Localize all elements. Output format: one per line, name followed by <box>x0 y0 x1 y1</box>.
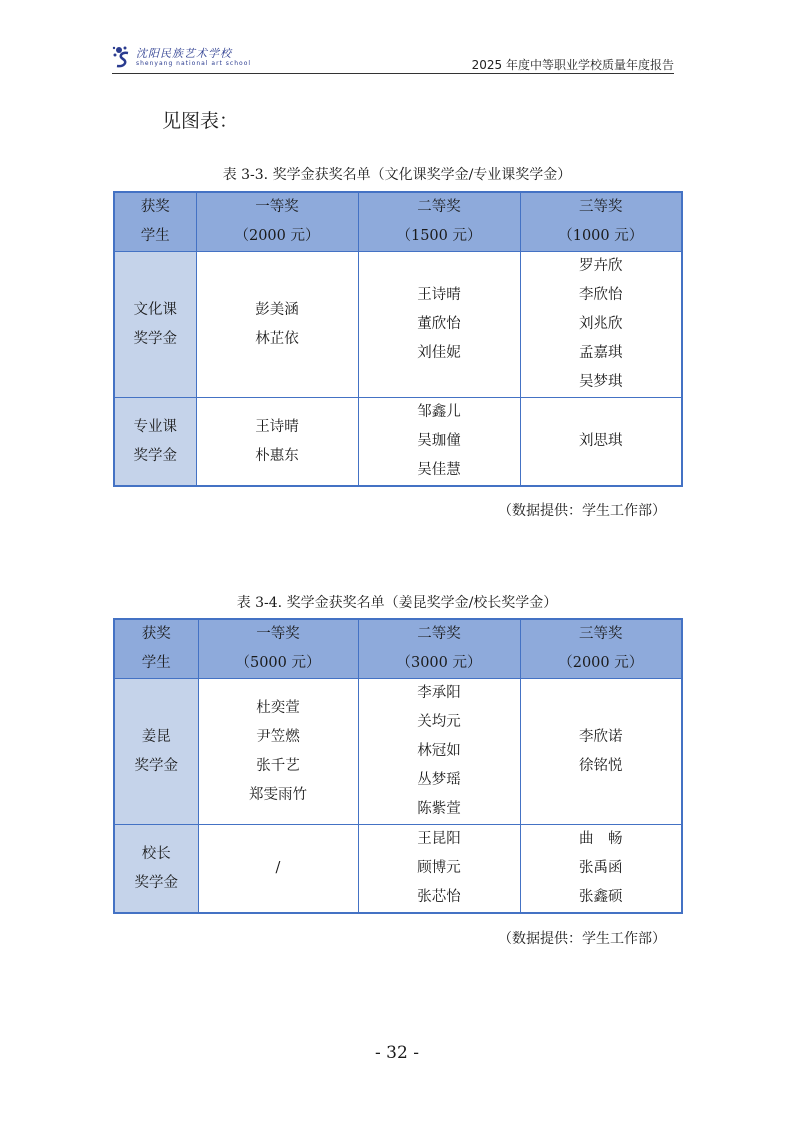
column-header <box>520 619 682 679</box>
prize-name: 二等奖 <box>417 199 461 215</box>
table2-caption: 表 3-4. 奖学金获奖名单（姜昆奖学金/校长奖学金） <box>236 595 558 611</box>
logo-text: 沈阳民族艺术学校 <box>136 47 232 60</box>
student-name: 顾博元 <box>417 860 461 876</box>
student-name: 林冠如 <box>417 743 461 759</box>
table-row <box>114 398 682 487</box>
column-header <box>198 619 358 679</box>
student-name: 朴惠东 <box>255 447 299 464</box>
prize-name: 三等奖 <box>579 199 623 215</box>
winners-cell <box>358 679 520 825</box>
corner-cell <box>114 192 196 252</box>
column-header <box>520 192 682 252</box>
winners-cell <box>358 825 520 914</box>
table-row <box>114 679 682 825</box>
student-name: 刘佳妮 <box>417 345 461 361</box>
row-label-line: 文化课 <box>133 301 177 318</box>
row-label-line: 奖学金 <box>133 330 177 347</box>
student-name: 邹鑫儿 <box>417 404 461 420</box>
student-name: 罗卉欣 <box>579 258 623 274</box>
table-header-row <box>114 619 682 679</box>
student-name: 王诗晴 <box>417 287 461 303</box>
student-name: 刘思琪 <box>579 433 623 449</box>
student-name: 郑雯雨竹 <box>249 786 307 803</box>
student-name: 彭美涵 <box>255 301 299 318</box>
student-name: 张禹函 <box>579 860 623 876</box>
prize-name: 二等奖 <box>417 626 461 642</box>
school-logo <box>112 42 252 72</box>
student-name: 刘兆欣 <box>579 316 623 332</box>
student-name: 张鑫硕 <box>579 889 623 905</box>
prize-name: 三等奖 <box>579 626 623 642</box>
intro-text: 见图表： <box>162 110 239 132</box>
student-name: 吴佳慧 <box>417 462 461 478</box>
student-name: 林芷依 <box>255 330 299 347</box>
student-name: / <box>275 860 281 876</box>
winners-cell <box>198 679 358 825</box>
student-name: 董欣怡 <box>417 316 461 332</box>
table1-source: （数据提供：学生工作部） <box>498 503 666 519</box>
corner-line: 学生 <box>141 655 171 671</box>
winners-cell <box>358 252 520 398</box>
student-name: 关均元 <box>417 714 461 730</box>
prize-amount: （2000 元） <box>558 655 644 671</box>
student-name: 尹笠燃 <box>256 728 300 745</box>
column-header <box>358 619 520 679</box>
winners-cell <box>520 825 682 914</box>
prize-name: 一等奖 <box>256 626 300 642</box>
winners-cell <box>358 398 520 487</box>
student-name: 王昆阳 <box>417 831 461 847</box>
winners-cell <box>520 252 682 398</box>
student-name: 王诗晴 <box>255 418 299 435</box>
winners-cell <box>198 825 358 914</box>
student-name: 曲 畅 <box>579 831 623 847</box>
student-name: 李承阳 <box>417 685 461 701</box>
corner-cell <box>114 619 198 679</box>
prize-name: 一等奖 <box>255 199 299 215</box>
column-header <box>358 192 520 252</box>
header-divider <box>112 73 674 74</box>
row-label-line: 姜昆 <box>141 728 171 745</box>
prize-amount: （2000 元） <box>234 228 320 244</box>
logo-subtext: shenyang national art school <box>136 60 252 67</box>
student-name: 徐铭悦 <box>579 757 623 774</box>
corner-line: 获奖 <box>140 199 170 215</box>
table2 <box>113 618 683 914</box>
table-header-row <box>114 192 682 252</box>
prize-amount: （3000 元） <box>396 655 482 671</box>
row-label-line: 校长 <box>141 845 171 862</box>
table1-caption: 表 3-3. 奖学金获奖名单（文化课奖学金/专业课奖学金） <box>222 167 572 183</box>
table-row <box>114 825 682 914</box>
row-header <box>114 398 196 487</box>
corner-line: 获奖 <box>141 626 171 642</box>
student-name: 陈紫萱 <box>417 801 461 817</box>
table2-source: （数据提供：学生工作部） <box>498 931 666 947</box>
student-name: 吴珈僮 <box>417 433 461 449</box>
report-title: 2025 年度中等职业学校质量年度报告 <box>471 58 674 72</box>
row-label-line: 专业课 <box>133 418 177 435</box>
student-name: 李欣诺 <box>579 728 623 745</box>
row-label-line: 奖学金 <box>134 874 178 891</box>
prize-amount: （1000 元） <box>558 228 644 244</box>
winners-cell <box>196 252 358 398</box>
table-row <box>114 252 682 398</box>
row-header <box>114 825 198 914</box>
row-label-line: 奖学金 <box>133 447 177 464</box>
table1 <box>113 191 683 487</box>
prize-amount: （1500 元） <box>396 228 482 244</box>
winners-cell <box>196 398 358 487</box>
prize-amount: （5000 元） <box>235 655 321 671</box>
student-name: 杜奕萱 <box>256 699 300 716</box>
winners-cell <box>520 679 682 825</box>
student-name: 张芯怡 <box>417 889 461 905</box>
winners-cell <box>520 398 682 487</box>
page-number: - 32 - <box>375 1043 419 1063</box>
student-name: 丛梦瑶 <box>417 772 461 788</box>
row-header <box>114 679 198 825</box>
student-name: 孟嘉琪 <box>579 345 623 361</box>
student-name: 李欣怡 <box>579 287 623 303</box>
column-header <box>196 192 358 252</box>
corner-line: 学生 <box>140 228 170 244</box>
row-header <box>114 252 196 398</box>
student-name: 张千艺 <box>256 757 300 774</box>
row-label-line: 奖学金 <box>134 757 178 774</box>
student-name: 吴梦琪 <box>579 374 623 390</box>
logo-mark-icon <box>112 44 134 70</box>
page-header <box>112 42 674 74</box>
